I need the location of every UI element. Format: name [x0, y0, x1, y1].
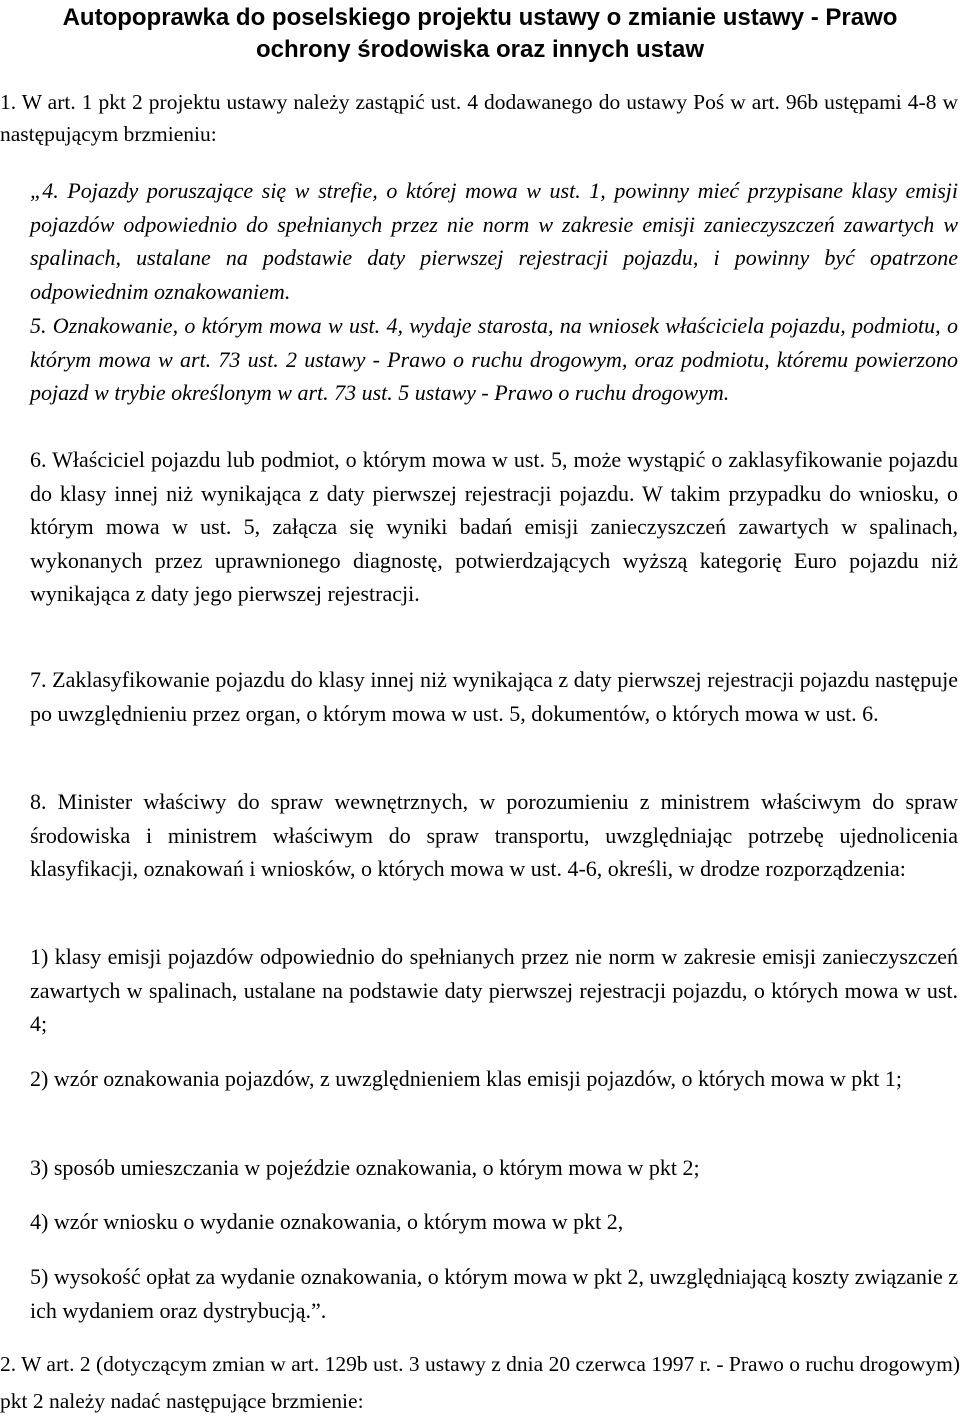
paragraph-7: 7. Zaklasyfikowanie pojazdu do klasy innej niż wynikająca z daty pierwszej rejestracji pojazdu następuje po uwzględnieniu przez organ, o którym mowa w ust. 5, dokumentów, o których mowa w ust. 6. [30, 667, 958, 726]
intro-paragraph: 1. W art. 1 pkt 2 projektu ustawy należy zastąpić ust. 4 dodawanego do ustawy Poś w art. 96b ustępami 4-8 w następującym brzmieniu: [0, 90, 958, 146]
paragraph-4: „4. Pojazdy poruszające się w strefie, o której mowa w ust. 1, powinny mieć przypisane klasy emisji pojazdów odpowiednio do spełnianych przez nie norm w zakresie emisji zanieczyszczeń zawartych w spalinach, ustalane na podstawie daty pierwszej rejestracji pojazdu, i powinny być opatrzone odpowiednim oznakowaniem. [30, 178, 958, 304]
list-item-5: 5) wysokość opłat za wydanie oznakowania, o którym mowa w pkt 2, uwzględniającą koszty związanie z ich wydaniem oraz dystrybucją.”. [30, 1264, 958, 1323]
list-item-2: 2) wzór oznakowania pojazdów, z uwzględnieniem klas emisji pojazdów, o których mowa w pkt 1; [30, 1066, 903, 1091]
paragraph-6: 6. Właściciel pojazdu lub podmiot, o którym mowa w ust. 5, może wystąpić o zaklasyfikowanie pojazdu do klasy innej niż wynikająca z daty pierwszej rejestracji pojazdu. W takim przypadku do wniosku, o którym mowa w ust. 5, załącza się wyniki badań emisji zanieczyszczeń zawartych w spalinach, wykonanych przez uprawnionego diagnostę, potwierdzających wyższą kategorię Euro pojazdu niż wynikająca z daty jego pierwszej rejestracji. [30, 447, 958, 606]
paragraph-8: 8. Minister właściwy do spraw wewnętrznych, w porozumieniu z ministrem właściwym do spraw środowiska i ministrem właściwym do spraw transportu, uwzględniając potrzebę ujednolicenia klasyfikacji, oznakowań i wniosków, o których mowa w ust. 4-6, określi, w drodze rozporządzenia: [30, 789, 958, 881]
document-title: Autopoprawka do poselskiego projektu ustawy o zmianie ustawy - Prawo ochrony środowiska oraz innych ustaw [62, 4, 898, 63]
paragraph-5: 5. Oznakowanie, o którym mowa w ust. 4, wydaje starosta, na wniosek właściciela pojazdu, podmiotu, o którym mowa w art. 73 ust. 2 ustawy - Prawo o ruchu drogowym, oraz podmiotu, któremu powierzono pojazd w trybie określonym w art. 73 ust. 5 ustawy - Prawo o ruchu drogowym. [30, 313, 958, 405]
list-item-3: 3) sposób umieszczania w pojeździe oznakowania, o którym mowa w pkt 2; [30, 1155, 700, 1180]
list-item-4: 4) wzór wniosku o wydanie oznakowania, o którym mowa w pkt 2, [30, 1209, 624, 1234]
list-item-1: 1) klasy emisji pojazdów odpowiednio do spełnianych przez nie norm w zakresie emisji zanieczyszczeń zawartych w spalinach, ustalane na podstawie daty pierwszej rejestracji pojazdu, o których mowa w ust. 4; [30, 944, 958, 1036]
closing-paragraph: 2. W art. 2 (dotyczącym zmian w art. 129b ust. 3 ustawy z dnia 20 czerwca 1997 r. - Prawo o ruchu drogowym) pkt 2 należy nadać następujące brzmienie: [0, 1352, 960, 1413]
